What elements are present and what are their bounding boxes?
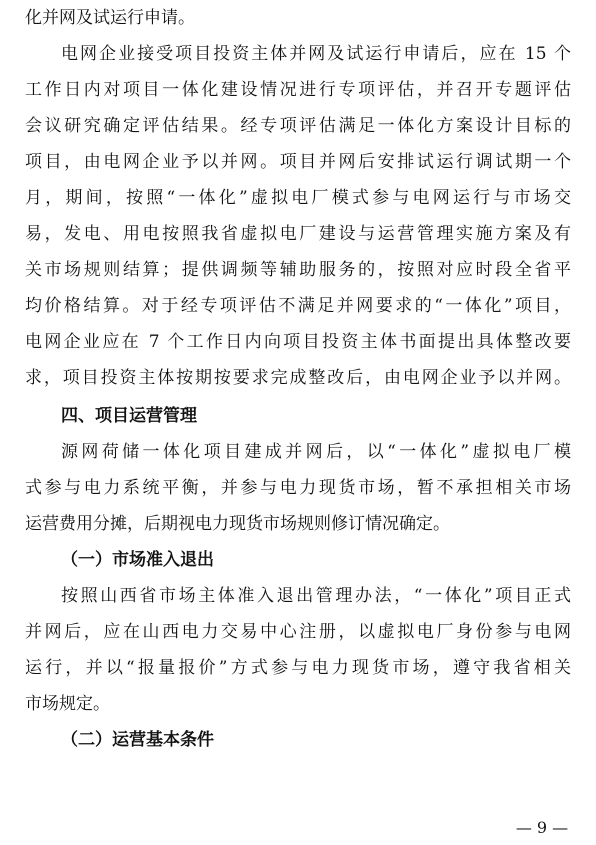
text-line-9: 均价格结算。对于经专项评估不满足并网要求的“一体化”项目， (25, 296, 571, 316)
text-line-3: 工作日内对项目一体化建设情况进行专项评估，并召开专题评估 (25, 80, 571, 100)
text-line-1: 化并网及试运行申请。 (25, 8, 195, 28)
subsection-heading-1: （一）市场准入退出 (61, 550, 214, 570)
text-line-8: 关市场规则结算；提供调频等辅助服务的，按照对应时段全省平 (25, 260, 571, 280)
text-line-5: 项目，由电网企业予以并网。项目并网后安排试运行调试期一个 (25, 152, 571, 172)
text-line-14: 式参与电力系统平衡，并参与电力现货市场，暂不承担相关市场 (25, 478, 571, 498)
section-heading-4: 四、项目运营管理 (61, 406, 197, 426)
text-line-7: 易，发电、用电按照我省虚拟电厂建设与运营管理实施方案及有 (25, 224, 571, 244)
text-line-17: 按照山西省市场主体准入退出管理办法，“一体化”项目正式 (61, 586, 571, 606)
subsection-heading-2: （二）运营基本条件 (61, 730, 214, 750)
text-line-19: 运行，并以“报量报价”方式参与电力现货市场，遵守我省相关 (25, 658, 571, 678)
text-line-2: 电网企业接受项目投资主体并网及试运行申请后，应在 15 个 (61, 44, 571, 64)
text-line-15: 运营费用分摊，后期视电力现货市场规则修订情况确定。 (25, 514, 450, 534)
text-line-4: 会议研究确定评估结果。经专项评估满足一体化方案设计目标的 (25, 116, 571, 136)
text-line-20: 市场规定。 (25, 694, 110, 714)
text-line-13: 源网荷储一体化项目建成并网后，以“一体化”虚拟电厂模 (61, 442, 571, 462)
text-line-6: 月，期间，按照“一体化”虚拟电厂模式参与电网运行与市场交 (25, 188, 571, 208)
text-line-18: 并网后，应在山西电力交易中心注册，以虚拟电厂身份参与电网 (25, 622, 571, 642)
text-line-11: 求，项目投资主体按期按要求完成整改后，由电网企业予以并网。 (25, 368, 571, 388)
text-line-10: 电网企业应在 7 个工作日内向项目投资主体书面提出具体整改要 (25, 332, 571, 352)
page-number: — 9 — (515, 818, 569, 837)
